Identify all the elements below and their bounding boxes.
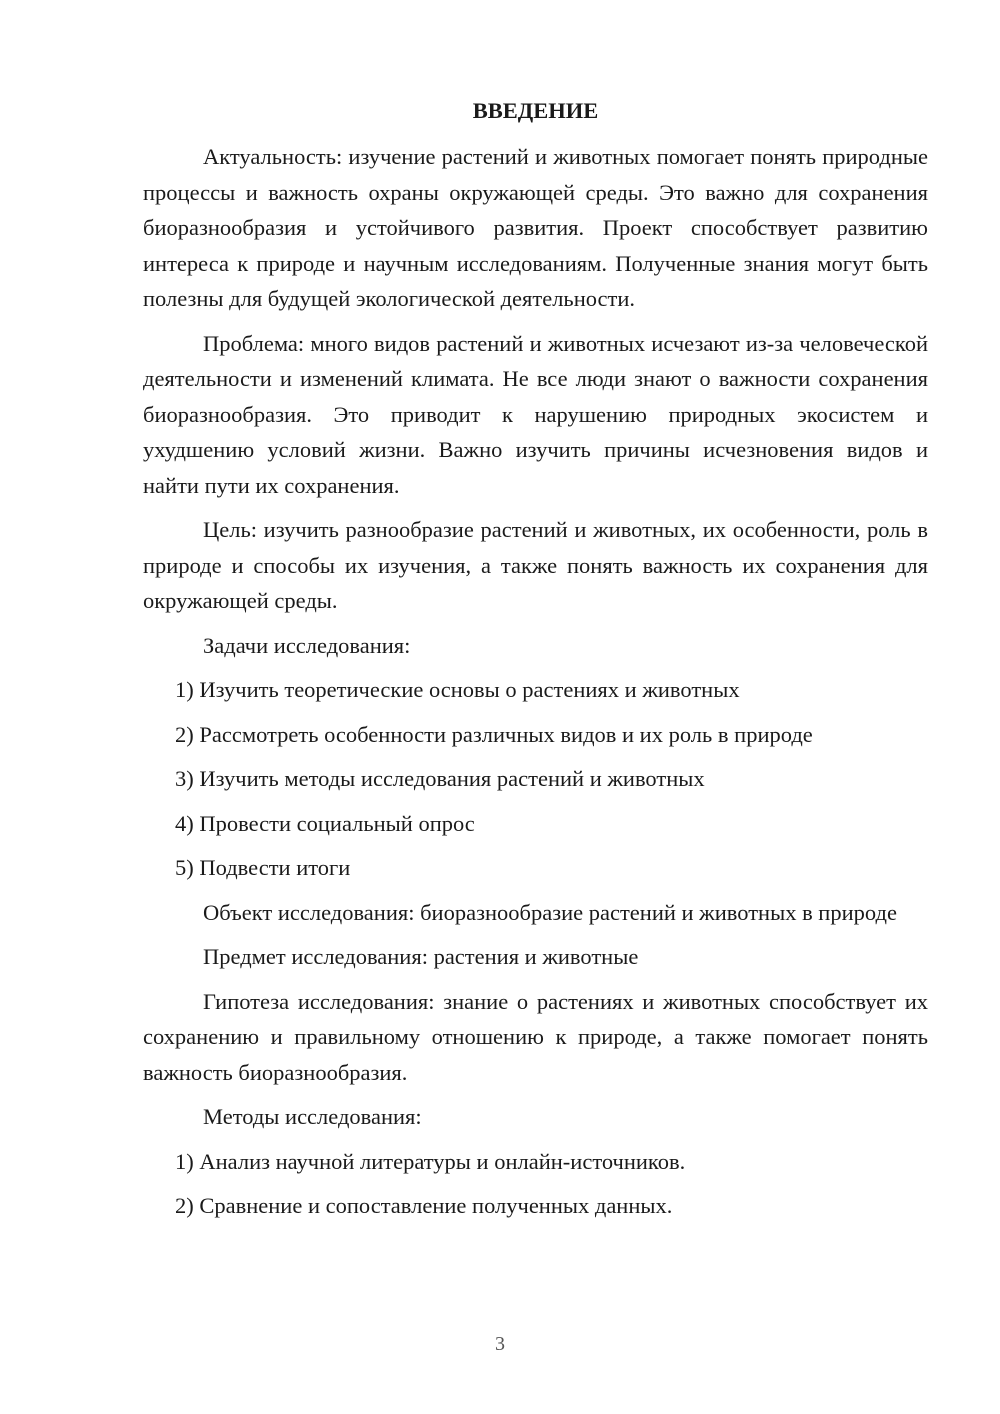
list-item: 3) Изучить методы исследования растений и животных [175, 766, 705, 791]
goal-paragraph: Цель: изучить разнообразие растений и животных, их особенности, роль в природе и способы их изучения, а также понять важность их сохранения для окружающей среды. [143, 517, 928, 613]
list-item: 2) Сравнение и сопоставление полученных данных. [175, 1193, 673, 1218]
list-item: 1) Анализ научной литературы и онлайн-источников. [175, 1148, 686, 1174]
methods-heading: Методы исследования: [203, 1104, 422, 1129]
object-paragraph: Объект исследования: биоразнообразие растений и животных в природе [203, 899, 897, 925]
methods-list [143, 1144, 928, 1224]
tasks-heading: Задачи исследования: [203, 632, 411, 658]
document-page [143, 93, 928, 1233]
page-title: ВВЕДЕНИЕ [472, 98, 599, 123]
list-item: 5) Подвести итоги [175, 855, 351, 880]
list-item: 1) Изучить теоретические основы о растениях и животных [175, 677, 740, 702]
page-number: 3 [495, 1333, 505, 1355]
list-item: 2) Рассмотреть особенности различных видов и их роль в природе [175, 721, 813, 747]
relevance-paragraph: Актуальность: изучение растений и животных помогает понять природные процессы и важность охраны окружающей среды. Это важно для сохранения биоразнообразия и устойчивого развития. Проект способствует развитию интереса к природе и научным исследованиям. Полученные знания могут быть полезны для будущей экологической деятельности. [143, 144, 928, 311]
subject-paragraph: Предмет исследования: растения и животные [203, 944, 639, 969]
hypothesis-paragraph: Гипотеза исследования: знание о растениях и животных способствует их сохранению и правильному отношению к природе, а также помогает понять важность биоразнообразия. [143, 988, 928, 1085]
list-item: 4) Провести социальный опрос [175, 810, 475, 836]
tasks-list [143, 672, 928, 886]
problem-paragraph: Проблема: много видов растений и животных исчезают из-за человеческой деятельности и изменений климата. Не все люди знают о важности сохранения биоразнообразия. Это приводит к нарушению природных экосистем и ухудшению условий жизни. Важно изучить причины исчезновения видов и найти пути их сохранения. [143, 330, 928, 498]
